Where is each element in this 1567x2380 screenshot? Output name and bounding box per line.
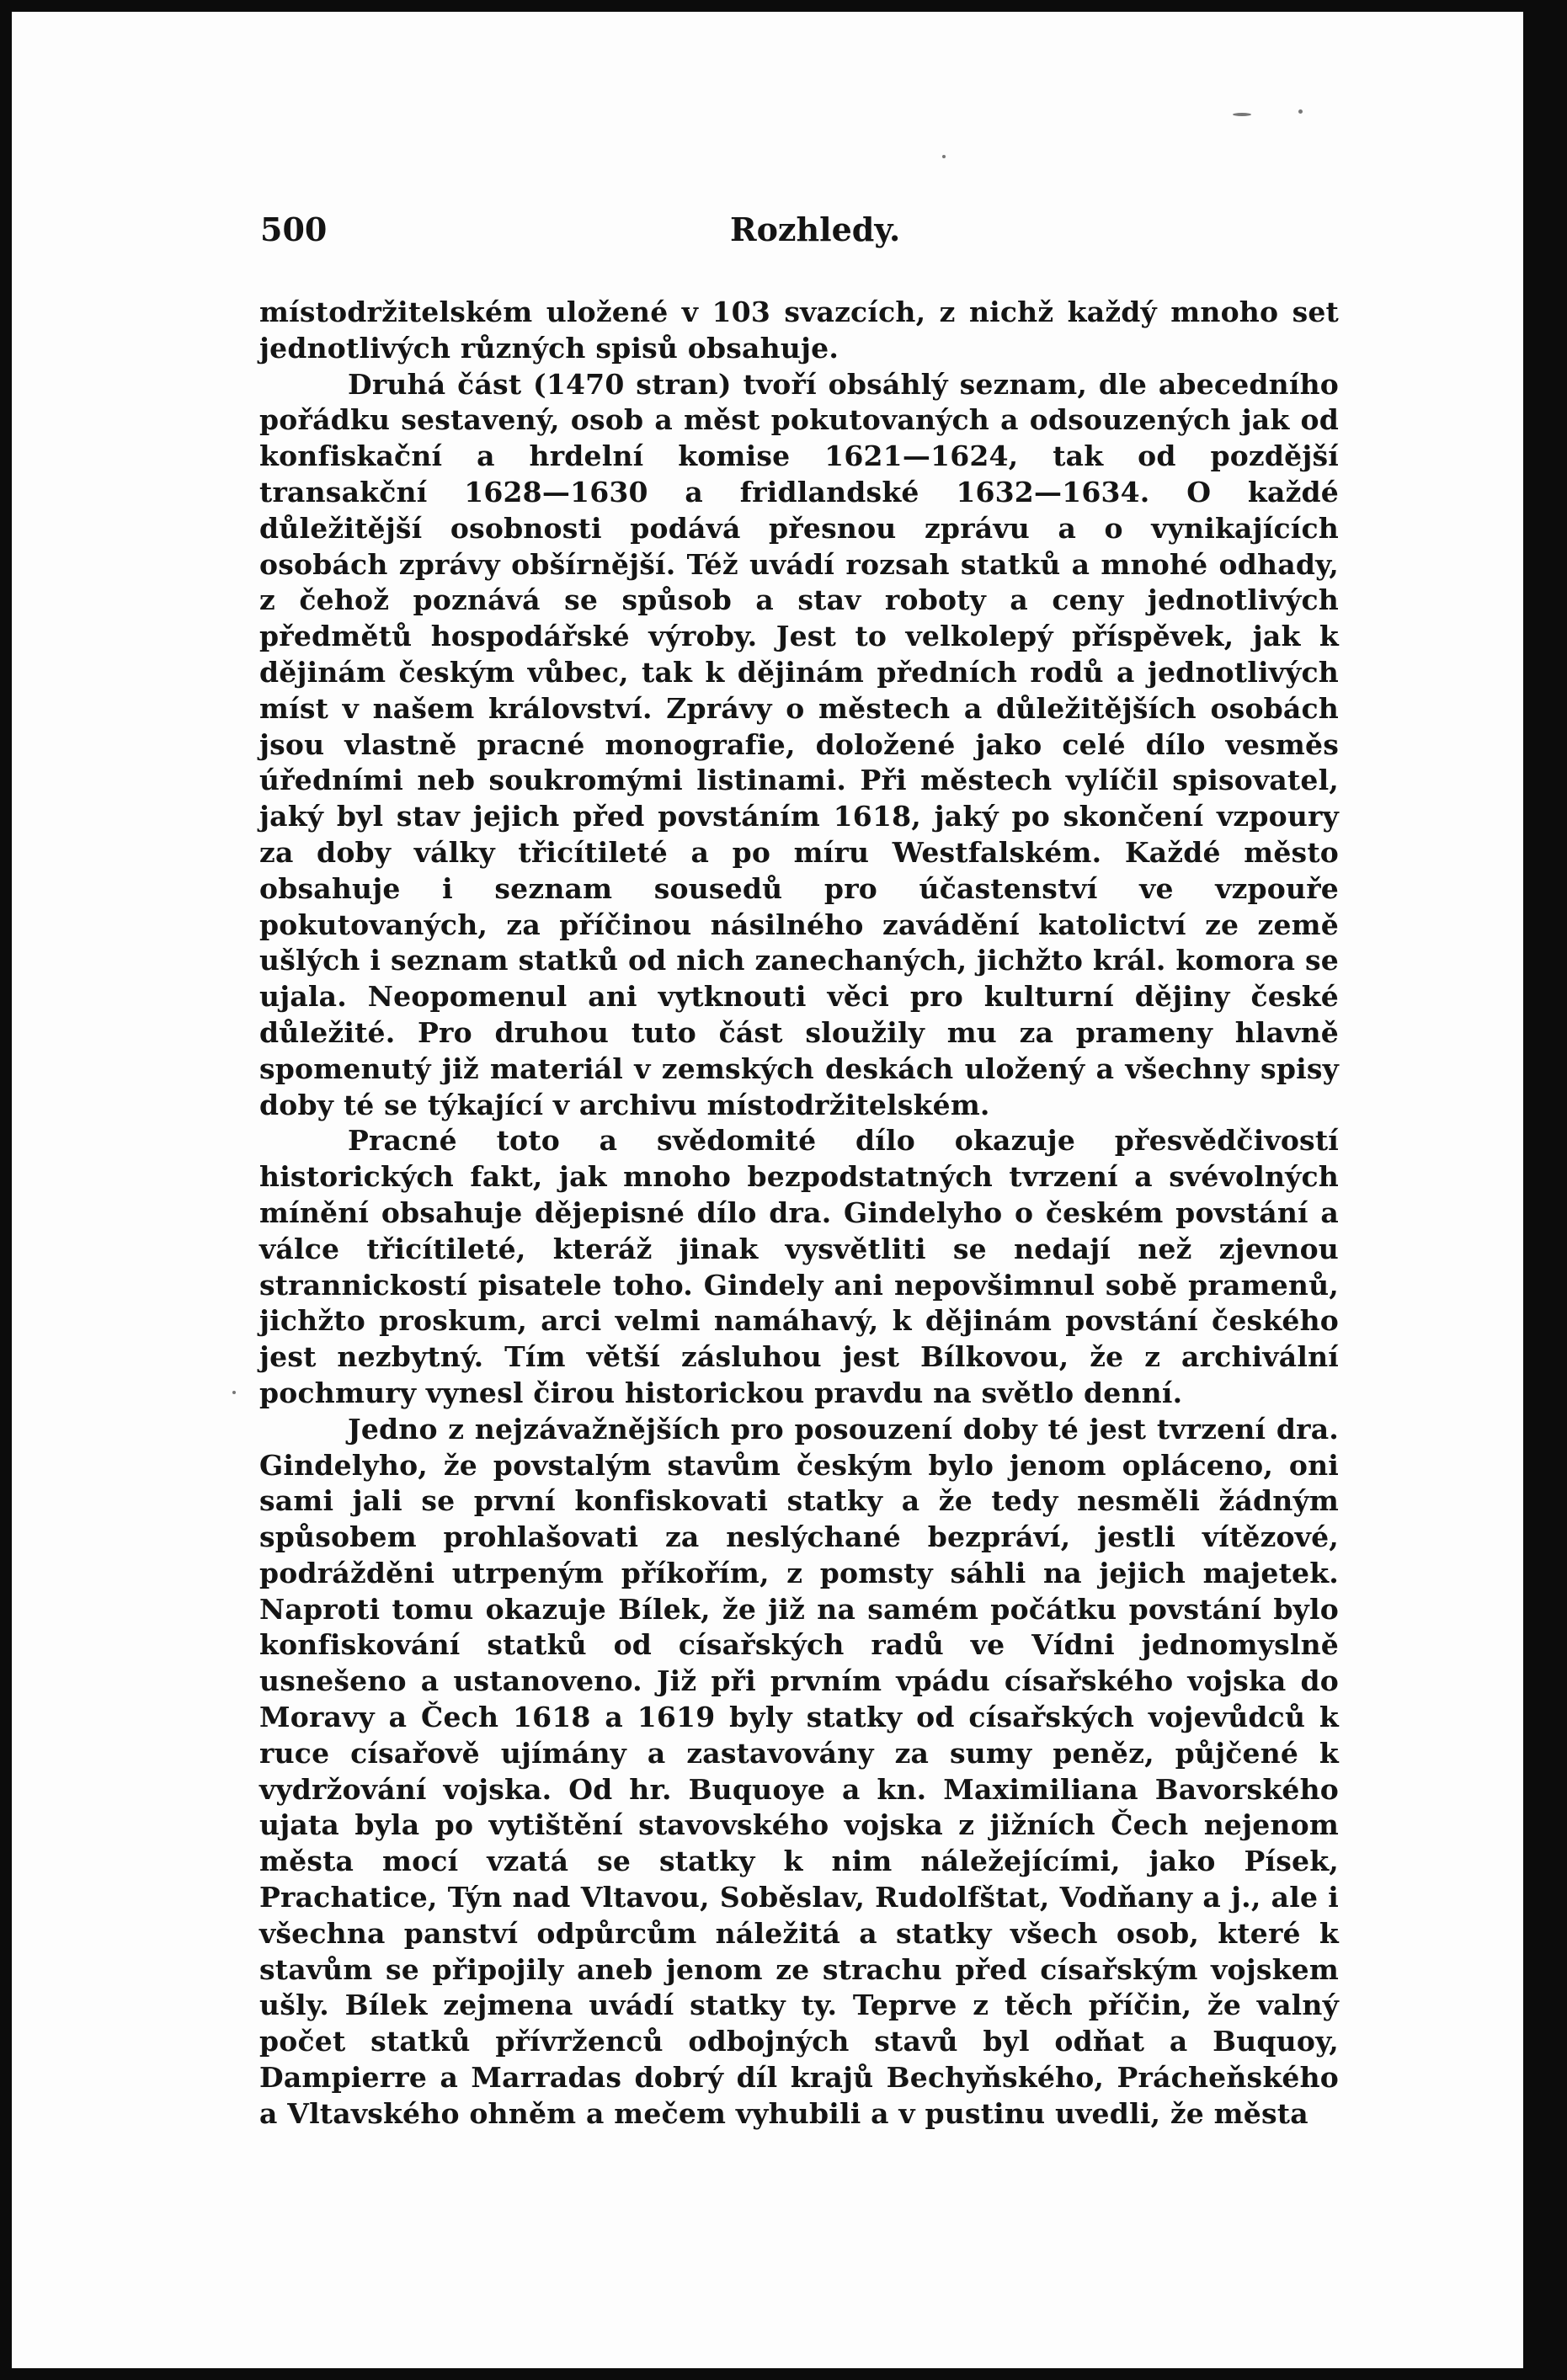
- page-number: 500: [260, 210, 328, 248]
- paragraph: Druhá část (1470 stran) tvoří obsáhlý seznam, dle abecedního pořádku sestavený, osob a měst pokutovaných a odsouzených jak od konfiskační a hrdelní komise 1621—1624, tak od pozdější transakční 1628—1630 a fridlandské 1632—1634. O každé důležitější osobnosti podává přesnou zprávu a o vynikajících osobách zprávy obšírnější. Též uvádí rozsah statků a mnohé odhady, z čehož poznává se spůsob a stav roboty a ceny jednotlivých předmětů hospodářské výroby. Jest to velkolepý příspěvek, jak k dějinám českým vůbec, tak k dějinám předních rodů a jednotlivých míst v našem království. Zprávy o městech a důležitějších osobách jsou vlastně pracné monografie, doložené jako celé dílo vesměs úředními neb soukromými listinami. Při městech vylíčil spisovatel, jaký byl stav jejich před povstáním 1618, jaký po skončení vzpoury za doby války třicítileté a po míru Westfalském. Každé město obsahuje i seznam sousedů pro účastenství ve vzpouře pokutovaných, za příčinou násilného zavádění katolictví ze země ušlých i seznam statků od nich zanechaných, jichžto král. komora se ujala. Neopomenul ani vytknouti věci pro kulturní dějiny české důležité. Pro druhou tuto část sloužily mu za prameny hlavně spomenutý již materiál v zemských deskách uložený a všechny spisy doby té se týkající v archivu místodržitelském.: [259, 367, 1339, 1121]
- paragraph-continued: místodržitelském uložené v 103 svazcích, z nichž každý mnoho set jednotlivých různých spisů obsahuje.: [259, 296, 1339, 365]
- scan-border-right: [1523, 0, 1567, 2380]
- paragraph: Jedno z nejzávažnějších pro posouzení doby té jest tvrzení dra. Gindelyho, že povstalým stavům českým bylo jenom opláceno, oni sami jali se první konfiskovati statky a že tedy nesměli žádným spůsobem prohlašovati za neslýchané bezpráví, jestli vítězové, podrážděni utrpeným příkořím, z pomsty sáhli na jejich majetek. Naproti tomu okazuje Bílek, že již na samém počátku povstání bylo konfiskování statků od císařských radů ve Vídni jednomyslně usnešeno a ustanoveno. Již při prvním vpádu císařského vojska do Moravy a Čech 1618 a 1619 byly statky od císařských vojevůdců k ruce císařově ujímány a zastavovány za sumy peněz, půjčené k vydržování vojska. Od hr. Buquoye a kn. Maximiliana Bavorského ujata byla po vytištění stavovského vojska z jižních Čech nejenom města mocí vzatá se statky k nim náležejícími, jako Písek, Prachatice, Týn nad Vltavou, Soběslav, Rudolfštat, Vodňany a j., ale i všechna panství odpůrcům náležitá a statky všech osob, které k stavům se připojily aneb jenom ze strachu před císařským vojskem ušly. Bílek zejmena uvádí statky ty. Teprve z těch příčin, že valný počet statků přívrženců odbojných stavů byl odňat a Buquoy, Dampierre a Marradas dobrý díl krajů Bechyňského, Prácheňského a Vltavského ohněm a mečem vyhubili a v pustinu uvedli, že města: [259, 1412, 1339, 2130]
- scan-border-top: [0, 0, 1567, 12]
- scan-speck: [1233, 113, 1251, 116]
- scan-speck: [1298, 109, 1303, 114]
- scan-speck: [232, 1391, 236, 1394]
- running-head: [248, 210, 1343, 261]
- scan-speck: [942, 155, 946, 158]
- scan-border-bottom: [0, 2368, 1567, 2380]
- scan-border-left: [0, 0, 12, 2380]
- body-text: [259, 295, 1339, 2132]
- paragraph: Pracné toto a svědomité dílo okazuje přesvědčivostí historických fakt, jak mnoho bezpodstatných tvrzení a svévolných mínění obsahuje dějepisné dílo dra. Gindelyho o českém povstání a válce třicítileté, kteráž jinak vysvětliti se nedají než zjevnou strannickostí pisatele toho. Gindely ani nepovšimnul sobě pramenů, jichžto proskum, arci velmi namáhavý, k dějinám povstání českého jest nezbytný. Tím větší zásluhou jest Bílkovou, že z archivální pochmury vynesl čirou historickou pravdu na světlo denní.: [259, 1124, 1339, 1409]
- running-title: Rozhledy.: [730, 210, 901, 248]
